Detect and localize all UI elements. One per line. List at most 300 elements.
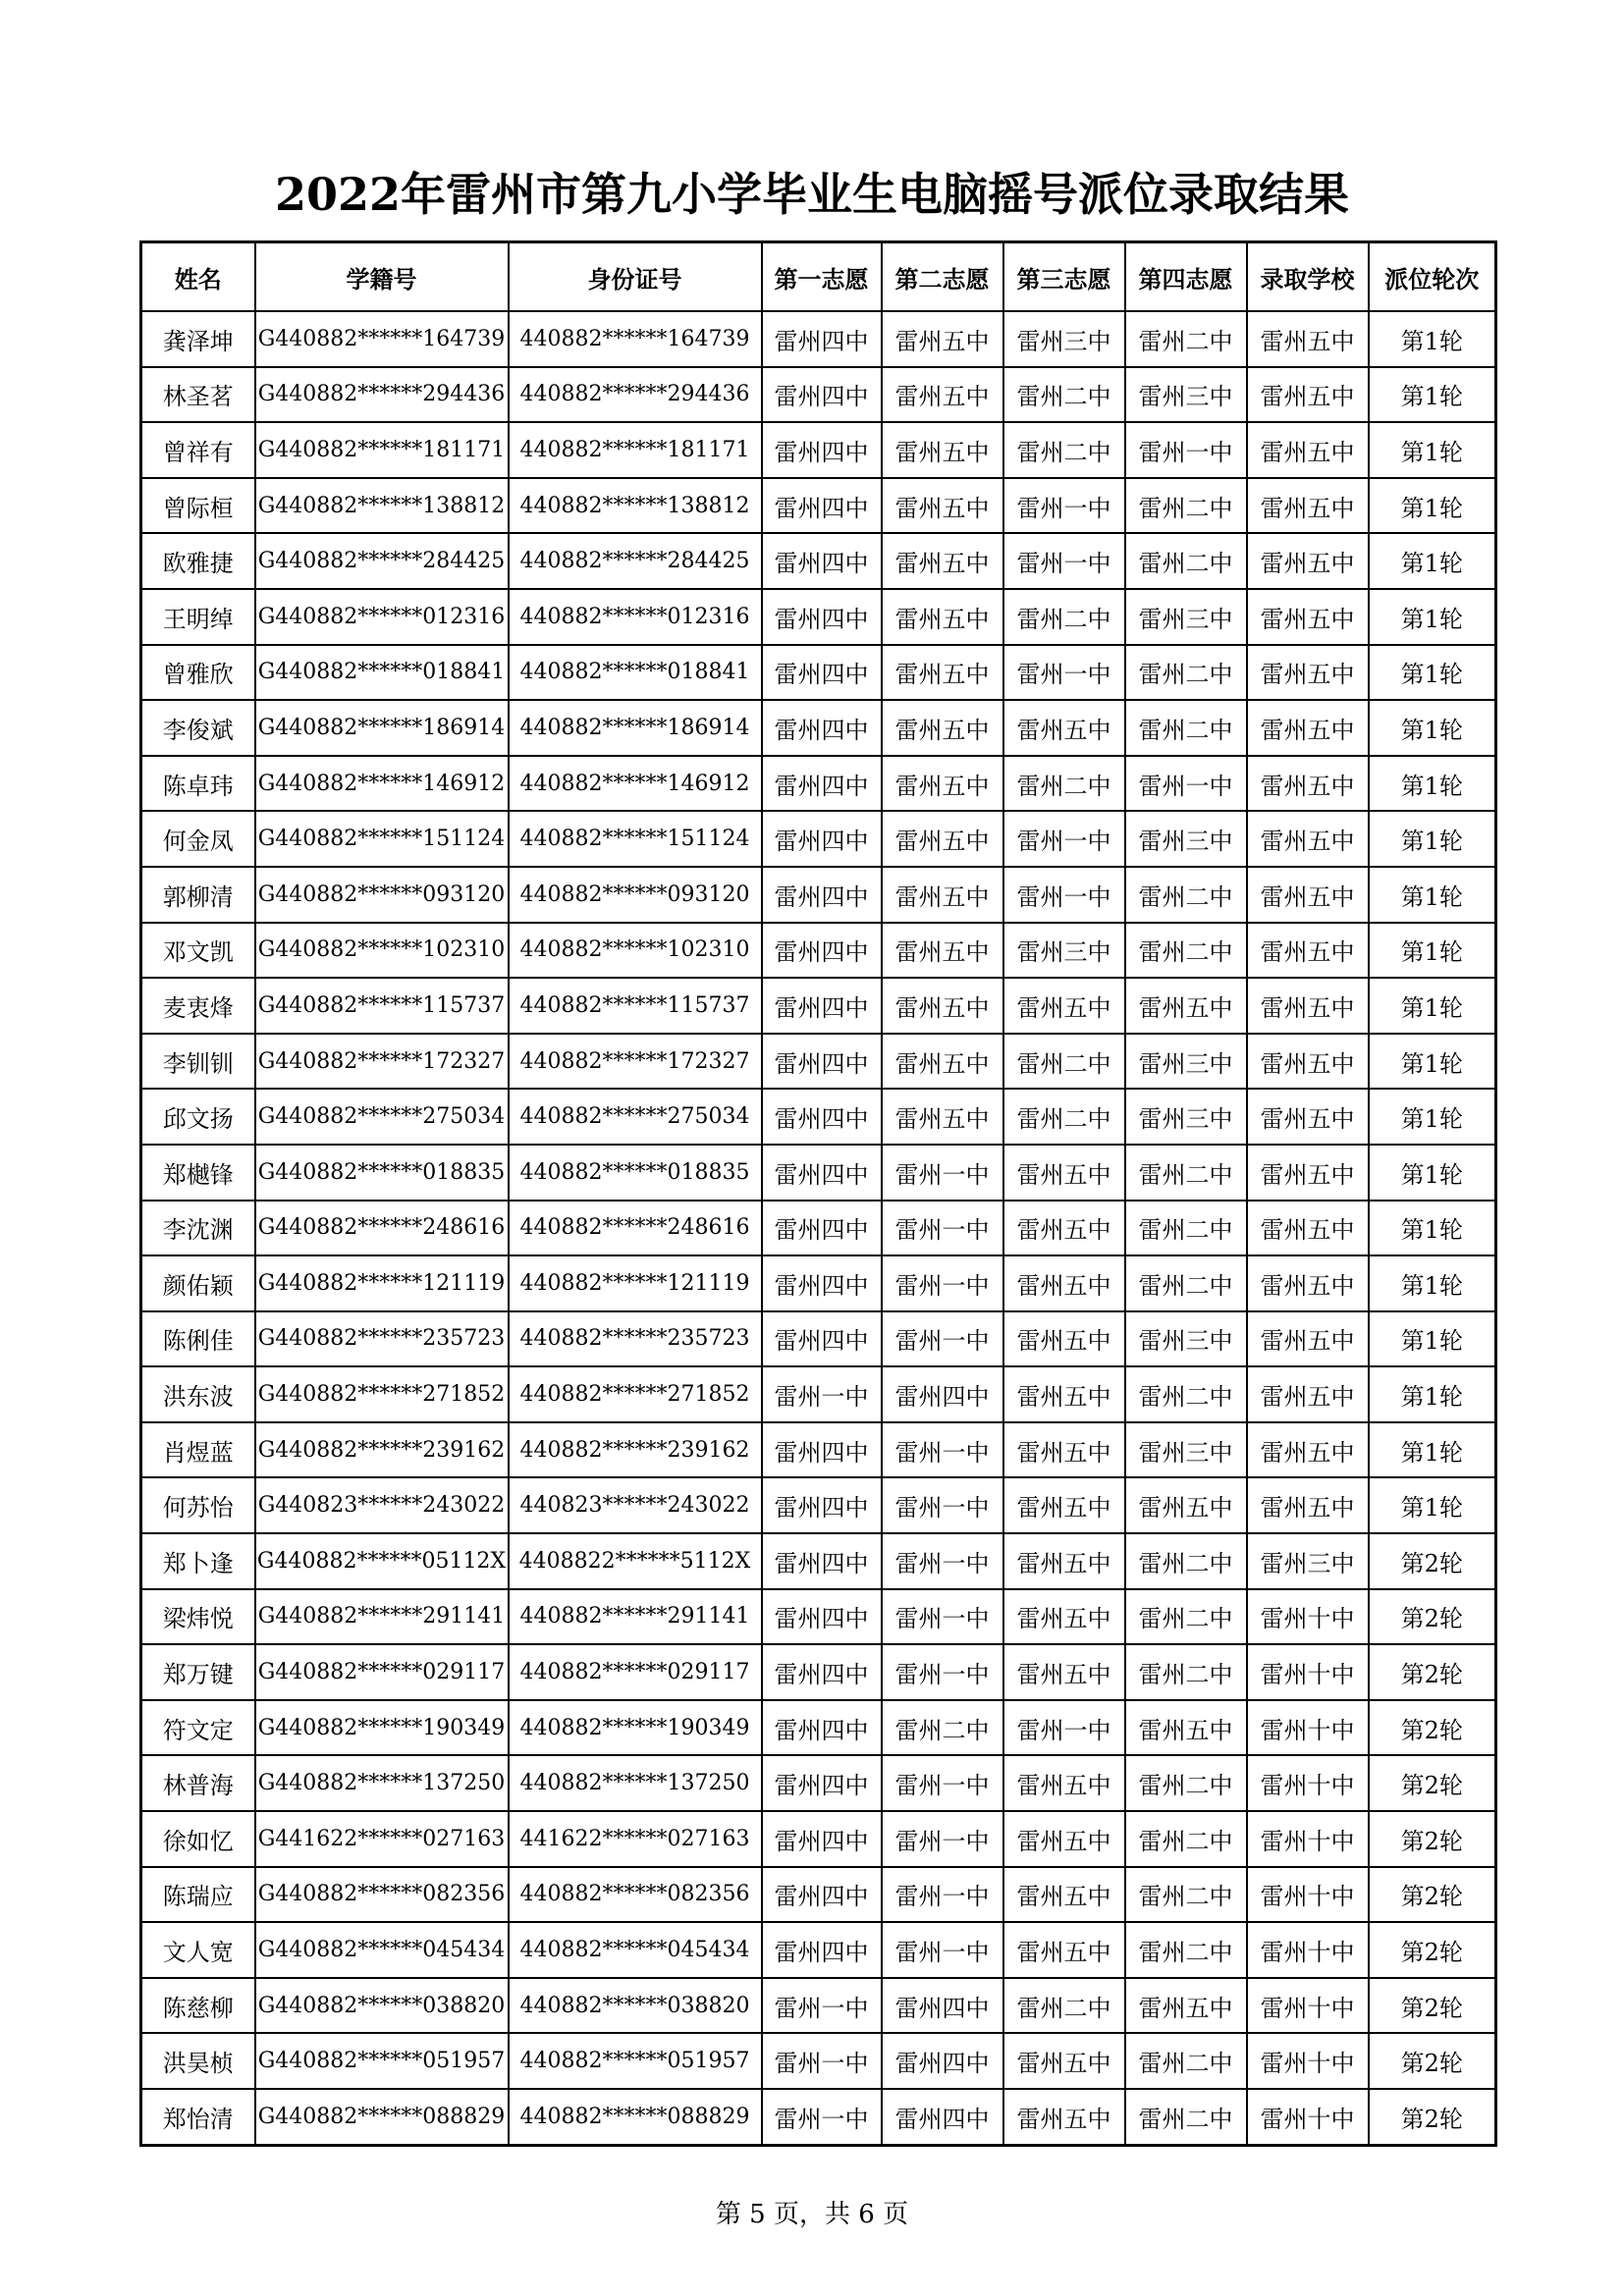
cell-admitted-school: 雷州五中	[1247, 811, 1369, 867]
cell-name: 邱文扬	[141, 1089, 255, 1145]
cell-name: 郑卜逢	[141, 1533, 255, 1589]
table-row	[141, 867, 1496, 923]
cell-round: 第1轮	[1369, 478, 1496, 534]
table-row	[141, 645, 1496, 701]
cell-student-id: G440882******038820	[255, 1978, 509, 2034]
cell-admitted-school: 雷州三中	[1247, 1533, 1369, 1589]
cell-student-id: G440882******271852	[255, 1366, 509, 1422]
cell-choice-1: 雷州四中	[762, 1201, 882, 1256]
cell-id-number: 440882******235723	[509, 1311, 762, 1367]
table-row	[141, 1089, 1496, 1145]
cell-round: 第1轮	[1369, 700, 1496, 756]
cell-id-number: 440882******082356	[509, 1867, 762, 1923]
cell-choice-2: 雷州五中	[882, 867, 1003, 923]
cell-student-id: G440823******243022	[255, 1477, 509, 1533]
cell-id-number: 4408822******5112X	[509, 1533, 762, 1589]
cell-choice-3: 雷州五中	[1003, 1922, 1125, 1978]
cell-choice-2: 雷州一中	[882, 1201, 1003, 1256]
cell-choice-2: 雷州五中	[882, 645, 1003, 701]
cell-choice-1: 雷州四中	[762, 1811, 882, 1867]
cell-choice-3: 雷州五中	[1003, 2089, 1125, 2145]
cell-choice-2: 雷州四中	[882, 2089, 1003, 2145]
cell-admitted-school: 雷州十中	[1247, 2033, 1369, 2089]
cell-choice-2: 雷州一中	[882, 1477, 1003, 1533]
cell-admitted-school: 雷州五中	[1247, 1089, 1369, 1145]
cell-choice-4: 雷州三中	[1125, 1034, 1247, 1090]
cell-id-number: 440882******186914	[509, 700, 762, 756]
table-row	[141, 1700, 1496, 1756]
column-header-choice-4: 第四志愿	[1125, 242, 1247, 312]
cell-choice-4: 雷州二中	[1125, 478, 1247, 534]
cell-student-id: G440882******146912	[255, 756, 509, 812]
table-row	[141, 1589, 1496, 1645]
table-row	[141, 1755, 1496, 1811]
cell-name: 洪昊桢	[141, 2033, 255, 2089]
cell-id-number: 440882******121119	[509, 1255, 762, 1311]
cell-choice-4: 雷州二中	[1125, 533, 1247, 589]
cell-id-number: 440882******181171	[509, 422, 762, 478]
cell-admitted-school: 雷州十中	[1247, 1589, 1369, 1645]
cell-id-number: 440882******029117	[509, 1644, 762, 1700]
cell-name: 林普海	[141, 1755, 255, 1811]
cell-admitted-school: 雷州五中	[1247, 311, 1369, 367]
cell-student-id: G440882******248616	[255, 1201, 509, 1256]
cell-admitted-school: 雷州五中	[1247, 1201, 1369, 1256]
cell-id-number: 440882******190349	[509, 1700, 762, 1756]
column-header-choice-1: 第一志愿	[762, 242, 882, 312]
cell-name: 林圣茗	[141, 367, 255, 423]
cell-id-number: 440882******294436	[509, 367, 762, 423]
table-row	[141, 1922, 1496, 1978]
table-row	[141, 1255, 1496, 1311]
cell-choice-1: 雷州四中	[762, 1422, 882, 1478]
cell-choice-1: 雷州四中	[762, 422, 882, 478]
cell-student-id: G440882******275034	[255, 1089, 509, 1145]
cell-id-number: 440882******093120	[509, 867, 762, 923]
cell-student-id: G440882******137250	[255, 1755, 509, 1811]
cell-choice-3: 雷州二中	[1003, 756, 1125, 812]
cell-student-id: G440882******186914	[255, 700, 509, 756]
cell-name: 李沈渊	[141, 1201, 255, 1256]
column-header-round: 派位轮次	[1369, 242, 1496, 312]
cell-choice-4: 雷州三中	[1125, 1422, 1247, 1478]
cell-choice-2: 雷州一中	[882, 1311, 1003, 1367]
table-row	[141, 1644, 1496, 1700]
cell-choice-1: 雷州四中	[762, 645, 882, 701]
table-row	[141, 1867, 1496, 1923]
cell-student-id: G440882******102310	[255, 923, 509, 979]
cell-id-number: 440882******045434	[509, 1922, 762, 1978]
cell-choice-1: 雷州四中	[762, 978, 882, 1034]
cell-student-id: G440882******115737	[255, 978, 509, 1034]
cell-choice-4: 雷州一中	[1125, 422, 1247, 478]
cell-round: 第1轮	[1369, 311, 1496, 367]
cell-id-number: 440882******151124	[509, 811, 762, 867]
cell-round: 第2轮	[1369, 1700, 1496, 1756]
cell-round: 第2轮	[1369, 1533, 1496, 1589]
cell-choice-4: 雷州五中	[1125, 1700, 1247, 1756]
cell-choice-3: 雷州二中	[1003, 1978, 1125, 2034]
cell-admitted-school: 雷州五中	[1247, 1255, 1369, 1311]
cell-name: 陈瑞应	[141, 1867, 255, 1923]
cell-choice-1: 雷州一中	[762, 2089, 882, 2145]
cell-choice-4: 雷州三中	[1125, 1089, 1247, 1145]
cell-student-id: G440882******151124	[255, 811, 509, 867]
cell-choice-1: 雷州四中	[762, 367, 882, 423]
cell-choice-3: 雷州五中	[1003, 1145, 1125, 1201]
cell-admitted-school: 雷州十中	[1247, 1755, 1369, 1811]
cell-student-id: G440882******239162	[255, 1422, 509, 1478]
cell-choice-2: 雷州一中	[882, 1145, 1003, 1201]
cell-id-number: 440882******137250	[509, 1755, 762, 1811]
cell-name: 何苏怡	[141, 1477, 255, 1533]
cell-round: 第1轮	[1369, 1034, 1496, 1090]
cell-round: 第1轮	[1369, 1477, 1496, 1533]
cell-admitted-school: 雷州五中	[1247, 589, 1369, 645]
cell-choice-4: 雷州二中	[1125, 1255, 1247, 1311]
cell-name: 麦衷烽	[141, 978, 255, 1034]
cell-choice-1: 雷州四中	[762, 1644, 882, 1700]
cell-choice-1: 雷州四中	[762, 700, 882, 756]
cell-choice-3: 雷州二中	[1003, 367, 1125, 423]
cell-admitted-school: 雷州五中	[1247, 700, 1369, 756]
cell-choice-1: 雷州四中	[762, 1255, 882, 1311]
cell-choice-2: 雷州一中	[882, 1811, 1003, 1867]
cell-student-id: G440882******093120	[255, 867, 509, 923]
cell-name: 郭柳清	[141, 867, 255, 923]
cell-round: 第2轮	[1369, 1867, 1496, 1923]
cell-name: 陈慈柳	[141, 1978, 255, 2034]
cell-round: 第1轮	[1369, 533, 1496, 589]
cell-choice-1: 雷州四中	[762, 756, 882, 812]
cell-name: 郑万键	[141, 1644, 255, 1700]
cell-admitted-school: 雷州五中	[1247, 422, 1369, 478]
cell-choice-3: 雷州一中	[1003, 533, 1125, 589]
cell-choice-4: 雷州二中	[1125, 1811, 1247, 1867]
cell-name: 曾雅欣	[141, 645, 255, 701]
cell-student-id: G440882******291141	[255, 1589, 509, 1645]
cell-admitted-school: 雷州五中	[1247, 756, 1369, 812]
cell-student-id: G440882******235723	[255, 1311, 509, 1367]
cell-choice-2: 雷州五中	[882, 533, 1003, 589]
cell-id-number: 440882******248616	[509, 1201, 762, 1256]
cell-admitted-school: 雷州十中	[1247, 1700, 1369, 1756]
cell-choice-2: 雷州一中	[882, 1755, 1003, 1811]
cell-student-id: G440882******138812	[255, 478, 509, 534]
cell-choice-3: 雷州三中	[1003, 923, 1125, 979]
column-header-admitted-school: 录取学校	[1247, 242, 1369, 312]
cell-choice-4: 雷州二中	[1125, 700, 1247, 756]
cell-round: 第1轮	[1369, 1311, 1496, 1367]
cell-choice-3: 雷州五中	[1003, 700, 1125, 756]
cell-student-id: G440882******029117	[255, 1644, 509, 1700]
cell-choice-2: 雷州一中	[882, 1255, 1003, 1311]
cell-round: 第1轮	[1369, 1089, 1496, 1145]
cell-id-number: 440882******138812	[509, 478, 762, 534]
cell-student-id: G441622******027163	[255, 1811, 509, 1867]
cell-student-id: G440882******164739	[255, 311, 509, 367]
cell-choice-2: 雷州五中	[882, 923, 1003, 979]
cell-round: 第2轮	[1369, 2089, 1496, 2145]
table-row	[141, 978, 1496, 1034]
cell-choice-4: 雷州二中	[1125, 2089, 1247, 2145]
cell-id-number: 440882******275034	[509, 1089, 762, 1145]
cell-admitted-school: 雷州五中	[1247, 645, 1369, 701]
table-row	[141, 700, 1496, 756]
cell-choice-2: 雷州一中	[882, 1589, 1003, 1645]
cell-choice-3: 雷州五中	[1003, 1867, 1125, 1923]
table-row	[141, 811, 1496, 867]
cell-id-number: 440882******038820	[509, 1978, 762, 2034]
table-row	[141, 1311, 1496, 1367]
cell-admitted-school: 雷州十中	[1247, 2089, 1369, 2145]
cell-id-number: 440882******291141	[509, 1589, 762, 1645]
cell-choice-2: 雷州四中	[882, 1366, 1003, 1422]
cell-choice-4: 雷州二中	[1125, 1755, 1247, 1811]
table-row	[141, 478, 1496, 534]
cell-choice-2: 雷州四中	[882, 2033, 1003, 2089]
cell-choice-3: 雷州一中	[1003, 1700, 1125, 1756]
cell-student-id: G440882******284425	[255, 533, 509, 589]
cell-round: 第1轮	[1369, 811, 1496, 867]
cell-id-number: 440882******018841	[509, 645, 762, 701]
cell-student-id: G440882******05112X	[255, 1533, 509, 1589]
cell-choice-3: 雷州二中	[1003, 1089, 1125, 1145]
cell-student-id: G440882******181171	[255, 422, 509, 478]
cell-choice-4: 雷州三中	[1125, 811, 1247, 867]
cell-round: 第1轮	[1369, 367, 1496, 423]
table-row	[141, 1201, 1496, 1256]
table-row	[141, 367, 1496, 423]
cell-name: 肖煜蓝	[141, 1422, 255, 1478]
cell-id-number: 440882******012316	[509, 589, 762, 645]
cell-choice-4: 雷州五中	[1125, 978, 1247, 1034]
cell-choice-3: 雷州五中	[1003, 1644, 1125, 1700]
cell-choice-3: 雷州五中	[1003, 1477, 1125, 1533]
cell-choice-3: 雷州一中	[1003, 478, 1125, 534]
cell-choice-1: 雷州四中	[762, 1922, 882, 1978]
table-row	[141, 923, 1496, 979]
table-row	[141, 1422, 1496, 1478]
cell-choice-4: 雷州二中	[1125, 923, 1247, 979]
table-body	[141, 311, 1496, 2145]
table-row	[141, 1533, 1496, 1589]
cell-admitted-school: 雷州十中	[1247, 1978, 1369, 2034]
cell-choice-3: 雷州二中	[1003, 589, 1125, 645]
cell-choice-1: 雷州四中	[762, 1145, 882, 1201]
cell-choice-2: 雷州一中	[882, 1533, 1003, 1589]
cell-name: 李钏钏	[141, 1034, 255, 1090]
column-header-student-id: 学籍号	[255, 242, 509, 312]
cell-round: 第1轮	[1369, 422, 1496, 478]
cell-choice-1: 雷州四中	[762, 1034, 882, 1090]
cell-choice-3: 雷州五中	[1003, 1811, 1125, 1867]
cell-round: 第1轮	[1369, 756, 1496, 812]
cell-id-number: 440882******239162	[509, 1422, 762, 1478]
cell-choice-4: 雷州二中	[1125, 1867, 1247, 1923]
page-footer: 第 5 页，共 6 页	[715, 2200, 909, 2229]
cell-choice-2: 雷州二中	[882, 1700, 1003, 1756]
cell-choice-3: 雷州五中	[1003, 1533, 1125, 1589]
cell-choice-3: 雷州五中	[1003, 2033, 1125, 2089]
table-row	[141, 1477, 1496, 1533]
cell-name: 何金凤	[141, 811, 255, 867]
cell-choice-2: 雷州四中	[882, 1978, 1003, 2034]
cell-choice-2: 雷州一中	[882, 1422, 1003, 1478]
cell-choice-1: 雷州一中	[762, 2033, 882, 2089]
cell-id-number: 440882******284425	[509, 533, 762, 589]
table-row	[141, 1034, 1496, 1090]
cell-round: 第1轮	[1369, 1145, 1496, 1201]
cell-name: 洪东波	[141, 1366, 255, 1422]
cell-choice-1: 雷州四中	[762, 1311, 882, 1367]
cell-id-number: 440823******243022	[509, 1477, 762, 1533]
cell-name: 龚泽坤	[141, 311, 255, 367]
cell-choice-4: 雷州二中	[1125, 1644, 1247, 1700]
cell-id-number: 440882******146912	[509, 756, 762, 812]
cell-admitted-school: 雷州五中	[1247, 1422, 1369, 1478]
cell-choice-3: 雷州五中	[1003, 1755, 1125, 1811]
cell-choice-3: 雷州五中	[1003, 1255, 1125, 1311]
cell-choice-2: 雷州五中	[882, 1089, 1003, 1145]
cell-name: 邓文凯	[141, 923, 255, 979]
cell-admitted-school: 雷州十中	[1247, 1922, 1369, 1978]
cell-choice-4: 雷州二中	[1125, 1201, 1247, 1256]
cell-round: 第1轮	[1369, 1366, 1496, 1422]
cell-choice-2: 雷州五中	[882, 700, 1003, 756]
cell-choice-4: 雷州三中	[1125, 1311, 1247, 1367]
cell-choice-4: 雷州五中	[1125, 1978, 1247, 2034]
cell-choice-1: 雷州四中	[762, 867, 882, 923]
cell-name: 李俊斌	[141, 700, 255, 756]
cell-choice-3: 雷州一中	[1003, 811, 1125, 867]
cell-student-id: G440882******088829	[255, 2089, 509, 2145]
cell-admitted-school: 雷州五中	[1247, 1034, 1369, 1090]
column-header-id-number: 身份证号	[509, 242, 762, 312]
cell-round: 第1轮	[1369, 1422, 1496, 1478]
cell-choice-3: 雷州二中	[1003, 1034, 1125, 1090]
cell-name: 颜佑颖	[141, 1255, 255, 1311]
cell-student-id: G440882******045434	[255, 1922, 509, 1978]
cell-choice-4: 雷州二中	[1125, 1533, 1247, 1589]
cell-admitted-school: 雷州五中	[1247, 367, 1369, 423]
cell-round: 第2轮	[1369, 1644, 1496, 1700]
table-row	[141, 422, 1496, 478]
cell-choice-2: 雷州五中	[882, 422, 1003, 478]
cell-choice-4: 雷州二中	[1125, 867, 1247, 923]
cell-choice-3: 雷州五中	[1003, 1589, 1125, 1645]
cell-student-id: G440882******121119	[255, 1255, 509, 1311]
cell-round: 第2轮	[1369, 2033, 1496, 2089]
cell-choice-1: 雷州四中	[762, 1867, 882, 1923]
cell-choice-1: 雷州四中	[762, 589, 882, 645]
column-header-choice-3: 第三志愿	[1003, 242, 1125, 312]
cell-choice-2: 雷州五中	[882, 978, 1003, 1034]
cell-admitted-school: 雷州五中	[1247, 978, 1369, 1034]
cell-choice-3: 雷州三中	[1003, 311, 1125, 367]
cell-admitted-school: 雷州五中	[1247, 533, 1369, 589]
cell-id-number: 440882******102310	[509, 923, 762, 979]
column-header-name: 姓名	[141, 242, 255, 312]
cell-round: 第1轮	[1369, 867, 1496, 923]
cell-choice-1: 雷州四中	[762, 1700, 882, 1756]
cell-choice-2: 雷州五中	[882, 811, 1003, 867]
cell-admitted-school: 雷州十中	[1247, 1811, 1369, 1867]
cell-choice-4: 雷州二中	[1125, 1145, 1247, 1201]
table-row	[141, 311, 1496, 367]
cell-id-number: 440882******271852	[509, 1366, 762, 1422]
cell-round: 第1轮	[1369, 978, 1496, 1034]
cell-choice-4: 雷州一中	[1125, 756, 1247, 812]
cell-admitted-school: 雷州五中	[1247, 867, 1369, 923]
cell-choice-1: 雷州四中	[762, 311, 882, 367]
cell-id-number: 440882******051957	[509, 2033, 762, 2089]
cell-student-id: G440882******051957	[255, 2033, 509, 2089]
cell-choice-2: 雷州五中	[882, 756, 1003, 812]
table-row	[141, 1145, 1496, 1201]
cell-id-number: 440882******088829	[509, 2089, 762, 2145]
cell-choice-3: 雷州二中	[1003, 422, 1125, 478]
table-row	[141, 2033, 1496, 2089]
cell-id-number: 440882******115737	[509, 978, 762, 1034]
cell-name: 曾祥有	[141, 422, 255, 478]
cell-admitted-school: 雷州五中	[1247, 478, 1369, 534]
cell-choice-1: 雷州四中	[762, 1477, 882, 1533]
cell-round: 第1轮	[1369, 923, 1496, 979]
cell-name: 欧雅捷	[141, 533, 255, 589]
cell-choice-1: 雷州四中	[762, 1533, 882, 1589]
cell-choice-4: 雷州二中	[1125, 1589, 1247, 1645]
cell-choice-1: 雷州四中	[762, 533, 882, 589]
cell-student-id: G440882******018841	[255, 645, 509, 701]
cell-choice-4: 雷州五中	[1125, 1477, 1247, 1533]
cell-choice-2: 雷州五中	[882, 367, 1003, 423]
cell-name: 郑怡清	[141, 2089, 255, 2145]
cell-id-number: 440882******164739	[509, 311, 762, 367]
cell-choice-1: 雷州四中	[762, 1089, 882, 1145]
cell-choice-2: 雷州一中	[882, 1922, 1003, 1978]
cell-choice-2: 雷州五中	[882, 478, 1003, 534]
cell-choice-2: 雷州一中	[882, 1644, 1003, 1700]
cell-choice-4: 雷州二中	[1125, 1366, 1247, 1422]
cell-student-id: G440882******082356	[255, 1867, 509, 1923]
table-row	[141, 756, 1496, 812]
cell-choice-4: 雷州三中	[1125, 367, 1247, 423]
cell-admitted-school: 雷州十中	[1247, 1644, 1369, 1700]
cell-admitted-school: 雷州五中	[1247, 1145, 1369, 1201]
cell-name: 曾际桓	[141, 478, 255, 534]
table-row	[141, 1811, 1496, 1867]
cell-admitted-school: 雷州五中	[1247, 1477, 1369, 1533]
cell-name: 郑樾锋	[141, 1145, 255, 1201]
cell-name: 梁炜悦	[141, 1589, 255, 1645]
table-row	[141, 1978, 1496, 2034]
cell-choice-4: 雷州三中	[1125, 589, 1247, 645]
cell-round: 第2轮	[1369, 1755, 1496, 1811]
cell-choice-1: 雷州一中	[762, 1366, 882, 1422]
table-header-row	[141, 242, 1496, 312]
cell-id-number: 440882******172327	[509, 1034, 762, 1090]
column-header-choice-2: 第二志愿	[882, 242, 1003, 312]
cell-choice-1: 雷州四中	[762, 478, 882, 534]
cell-choice-3: 雷州五中	[1003, 1366, 1125, 1422]
cell-choice-4: 雷州二中	[1125, 1922, 1247, 1978]
cell-choice-1: 雷州一中	[762, 1978, 882, 2034]
cell-choice-4: 雷州二中	[1125, 311, 1247, 367]
cell-student-id: G440882******012316	[255, 589, 509, 645]
cell-name: 陈俐佳	[141, 1311, 255, 1367]
cell-round: 第1轮	[1369, 1255, 1496, 1311]
